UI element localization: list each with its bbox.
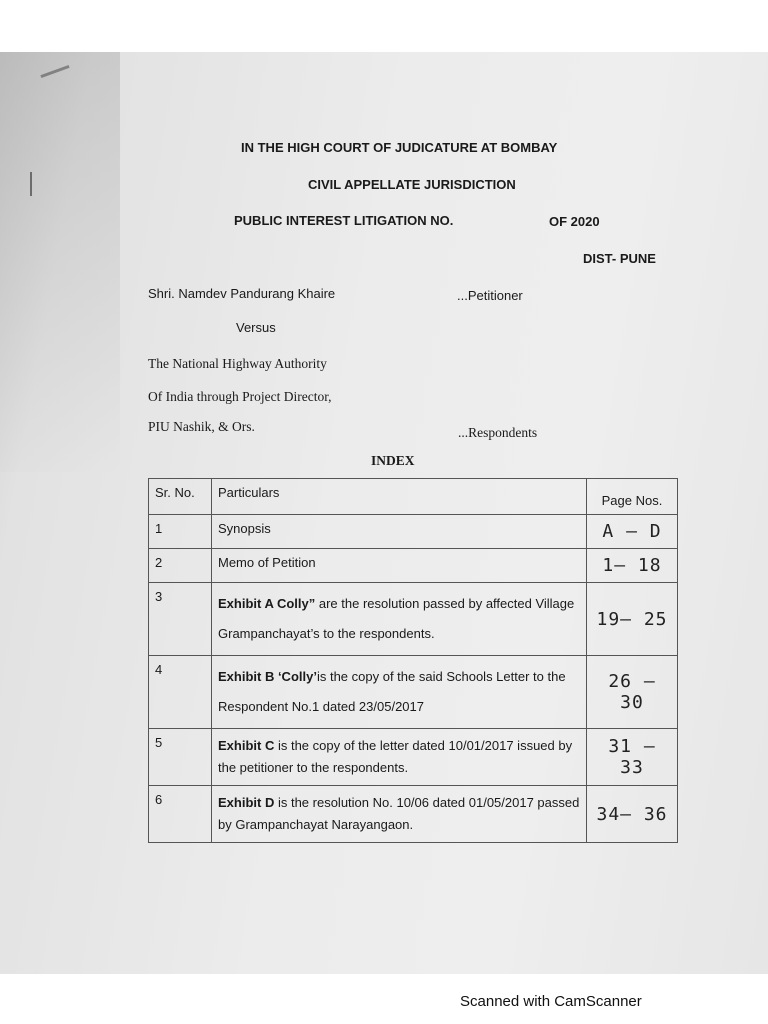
row-particulars xyxy=(212,515,587,549)
header-particulars: Particulars xyxy=(212,479,587,515)
respondent-role: ...Respondents xyxy=(458,425,538,440)
respondent-line: The National Highway Authority xyxy=(148,356,327,371)
header-sr: Sr. No. xyxy=(149,479,212,515)
row-sr: 5 xyxy=(149,729,212,786)
row-pages: 26 – 30 xyxy=(587,656,678,729)
table-row xyxy=(149,549,678,583)
row-text: Memo of Petition xyxy=(218,555,316,570)
row-text: Synopsis xyxy=(218,521,271,536)
petitioner-role: ...Petitioner xyxy=(457,288,523,303)
table-header-row xyxy=(149,479,678,515)
row-text: is the resolution No. 10/06 dated 01/05/2017 passed by Grampanchayat Narayangaon. xyxy=(218,795,580,832)
row-pages: A – D xyxy=(587,515,678,549)
row-sr: 6 xyxy=(149,786,212,843)
table-row xyxy=(149,515,678,549)
pil-label: PUBLIC INTEREST LITIGATION NO. xyxy=(234,213,454,228)
table-row xyxy=(149,786,678,843)
row-exhibit: Exhibit A Colly” xyxy=(218,596,316,611)
pil-year: OF 2020 xyxy=(549,214,600,229)
row-particulars xyxy=(212,656,587,729)
row-sr: 4 xyxy=(149,656,212,729)
scan-mark xyxy=(30,172,32,196)
row-text: is the copy of the said Schools Letter to the Respondent No.1 dated 23/05/2017 xyxy=(218,669,566,714)
row-exhibit: Exhibit C xyxy=(218,738,275,753)
page-shadow xyxy=(0,52,120,472)
row-pages: 19– 25 xyxy=(587,583,678,656)
district: DIST- PUNE xyxy=(583,251,656,266)
row-sr: 2 xyxy=(149,549,212,583)
court-title: IN THE HIGH COURT OF JUDICATURE AT BOMBAY xyxy=(241,140,558,155)
row-text: are the resolution passed by affected Village Grampanchayat’s to the respondents. xyxy=(218,596,575,641)
index-title: INDEX xyxy=(371,453,415,468)
row-pages: 1– 18 xyxy=(587,549,678,583)
petitioner-name: Shri. Namdev Pandurang Khaire xyxy=(148,286,336,301)
jurisdiction-title: CIVIL APPELLATE JURISDICTION xyxy=(308,177,516,192)
row-pages: 34– 36 xyxy=(587,786,678,843)
header-pages: Page Nos. xyxy=(587,479,678,515)
row-text: is the copy of the letter dated 10/01/2017 issued by the petitioner to the respondents. xyxy=(218,738,573,775)
camscanner-watermark: Scanned with CamScanner xyxy=(460,993,642,1010)
row-sr: 3 xyxy=(149,583,212,656)
row-particulars xyxy=(212,729,587,786)
respondent-line: PIU Nashik, & Ors. xyxy=(148,419,255,434)
versus: Versus xyxy=(236,320,276,335)
row-particulars xyxy=(212,549,587,583)
row-exhibit: Exhibit D xyxy=(218,795,275,810)
row-particulars xyxy=(212,583,587,656)
table-row xyxy=(149,583,678,656)
row-particulars xyxy=(212,786,587,843)
table-row xyxy=(149,656,678,729)
row-exhibit: Exhibit B ‘Colly’ xyxy=(218,669,317,684)
row-sr: 1 xyxy=(149,515,212,549)
index-table xyxy=(148,478,678,843)
row-pages: 31 – 33 xyxy=(587,729,678,786)
table-row xyxy=(149,729,678,786)
respondent-line: Of India through Project Director, xyxy=(148,389,332,404)
